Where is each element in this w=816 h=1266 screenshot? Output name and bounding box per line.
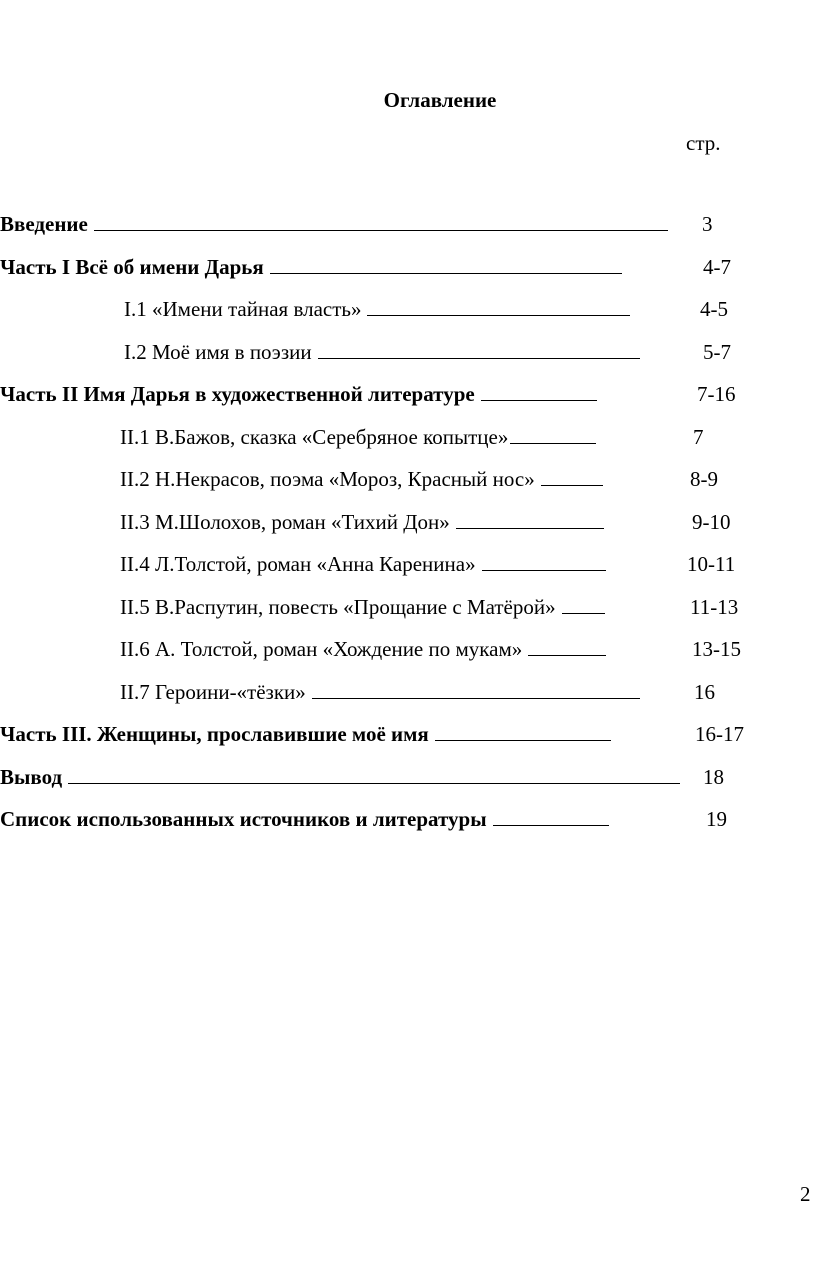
toc-leader-line	[541, 467, 603, 486]
toc-entry-text: I.1 «Имени тайная власть»	[124, 297, 362, 321]
toc-entry-part-1[interactable]	[0, 255, 622, 279]
toc-entry-text: Список использованных источников и литературы	[0, 807, 487, 831]
toc-entry-page: 7-16	[697, 382, 736, 406]
toc-entry-page: 16	[694, 680, 715, 704]
toc-leader-line	[510, 425, 596, 444]
toc-entry-text: Часть III. Женщины, прославившие моё имя	[0, 722, 429, 746]
toc-leader-line	[528, 637, 606, 656]
toc-entry-text: II.1 В.Бажов, сказка «Серебряное копытце»	[120, 425, 509, 449]
toc-entry-text: Вывод	[0, 765, 63, 789]
toc-entry-text: II.3 М.Шолохов, роман «Тихий Дон»	[120, 510, 450, 534]
toc-leader-line	[94, 212, 668, 231]
toc-entry-page: 3	[702, 212, 713, 236]
toc-leader-line	[435, 722, 611, 741]
toc-entry-text: II.7 Героини-«тёзки»	[120, 680, 306, 704]
page-column-label: стр.	[686, 131, 721, 155]
toc-entry-page: 16-17	[695, 722, 744, 746]
toc-entry-text: II.6 А. Толстой, роман «Хождение по мукам»	[120, 637, 523, 661]
toc-entry-page: 7	[693, 425, 704, 449]
toc-entry-text: I.2 Моё имя в поэзии	[124, 340, 312, 364]
toc-leader-line	[318, 340, 640, 359]
toc-entry-page: 19	[706, 807, 727, 831]
toc-entry-section-2-6[interactable]	[120, 637, 606, 661]
toc-entry-page: 8-9	[690, 467, 718, 491]
toc-entry-introduction[interactable]	[0, 212, 668, 236]
toc-entry-section-1-2[interactable]	[124, 340, 640, 364]
toc-entry-text: II.2 Н.Некрасов, поэма «Мороз, Красный нос»	[120, 467, 535, 491]
toc-entry-part-3[interactable]	[0, 722, 611, 746]
toc-entry-page: 18	[703, 765, 724, 789]
toc-leader-line	[312, 680, 640, 699]
toc-entry-section-2-3[interactable]	[120, 510, 604, 534]
toc-leader-line	[562, 595, 605, 614]
toc-entry-part-2[interactable]	[0, 382, 597, 406]
toc-entry-page: 11-13	[690, 595, 739, 619]
toc-leader-line	[482, 552, 606, 571]
toc-entry-text: II.4 Л.Толстой, роман «Анна Каренина»	[120, 552, 476, 576]
toc-leader-line	[493, 807, 609, 826]
toc-entry-section-2-4[interactable]	[120, 552, 606, 576]
toc-leader-line	[367, 297, 630, 316]
toc-leader-line	[270, 255, 622, 274]
toc-entry-page: 13-15	[692, 637, 741, 661]
toc-entry-page: 4-7	[703, 255, 731, 279]
toc-entry-conclusion[interactable]	[0, 765, 680, 789]
toc-leader-line	[456, 510, 604, 529]
toc-entry-section-1-1[interactable]	[124, 297, 630, 321]
toc-entry-bibliography[interactable]	[0, 807, 609, 831]
toc-entry-section-2-5[interactable]	[120, 595, 605, 619]
toc-entry-text: Часть II Имя Дарья в художественной литературе	[0, 382, 475, 406]
toc-entry-page: 5-7	[703, 340, 731, 364]
toc-entry-text: II.5 В.Распутин, повесть «Прощание с Матёрой»	[120, 595, 556, 619]
toc-entry-section-2-2[interactable]	[120, 467, 603, 491]
toc-entry-section-2-7[interactable]	[120, 680, 640, 704]
page-title: Оглавление	[383, 88, 497, 112]
toc-entry-text: Введение	[0, 212, 88, 236]
toc-entry-page: 4-5	[700, 297, 728, 321]
toc-leader-line	[481, 382, 597, 401]
toc-entry-page: 10-11	[687, 552, 736, 576]
toc-leader-line	[68, 765, 680, 784]
toc-entry-text: Часть I Всё об имени Дарья	[0, 255, 264, 279]
toc-entry-page: 9-10	[692, 510, 731, 534]
page-number-footer: 2	[800, 1182, 811, 1206]
toc-entry-section-2-1[interactable]	[120, 425, 596, 449]
